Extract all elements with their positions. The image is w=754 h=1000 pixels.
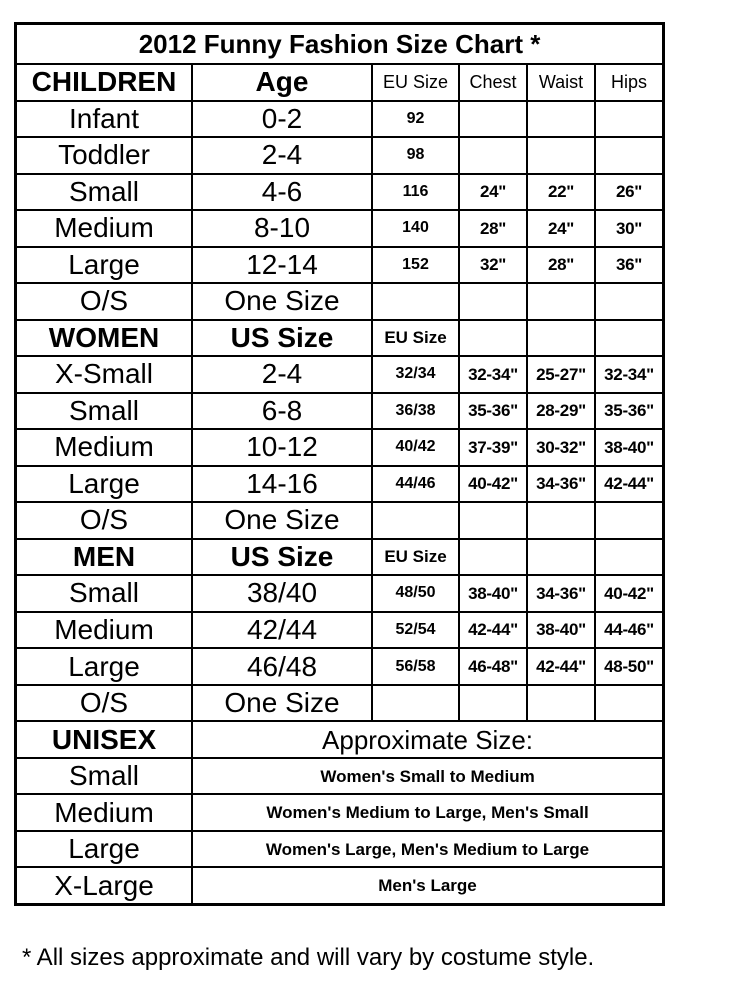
waist-measure [527,137,595,174]
hips-measure: 35-36" [595,393,662,430]
waist-measure: 38-40" [527,612,595,649]
waist-measure [527,101,595,138]
size-table [17,25,662,903]
children-row [17,247,662,284]
hips-measure: 48-50" [595,648,662,685]
men-heading: MEN [17,539,192,576]
size-name: Large [17,648,192,685]
eu-size: 152 [372,247,459,284]
waist-measure [527,283,595,320]
size-name: O/S [17,283,192,320]
empty-cell [527,320,595,357]
hips-measure: 44-46" [595,612,662,649]
eu-size: 52/54 [372,612,459,649]
men-header-row [17,539,662,576]
size-chart [14,22,665,906]
us-size: 38/40 [192,575,372,612]
women-row [17,429,662,466]
chest-measure [459,137,527,174]
waist-measure: 25-27" [527,356,595,393]
size-name: Small [17,393,192,430]
eu-size: 140 [372,210,459,247]
men-row [17,648,662,685]
us-size: 2-4 [192,356,372,393]
women-row [17,356,662,393]
hips-measure [595,137,662,174]
chest-measure: 42-44" [459,612,527,649]
eu-size: 40/42 [372,429,459,466]
size-name: Medium [17,429,192,466]
hips-measure [595,101,662,138]
size-name: Large [17,831,192,868]
waist-measure: 34-36" [527,466,595,503]
waist-measure: 28" [527,247,595,284]
size-name: Toddler [17,137,192,174]
unisex-row [17,794,662,831]
children-row [17,210,662,247]
children-header-row [17,64,662,101]
size-equivalent: Women's Large, Men's Medium to Large [192,831,662,868]
size-name: Large [17,247,192,284]
empty-cell [459,320,527,357]
chart-title: 2012 Funny Fashion Size Chart * [17,25,662,64]
size-name: Large [17,466,192,503]
women-heading: WOMEN [17,320,192,357]
eu-size: 56/58 [372,648,459,685]
size-equivalent: Men's Large [192,867,662,903]
women-eu-header: EU Size [372,320,459,357]
size-name: X-Large [17,867,192,903]
age-range: 2-4 [192,137,372,174]
men-us-size-header: US Size [192,539,372,576]
us-size: 10-12 [192,429,372,466]
empty-cell [527,539,595,576]
men-eu-header: EU Size [372,539,459,576]
size-name: X-Small [17,356,192,393]
hips-measure: 30" [595,210,662,247]
eu-size [372,685,459,722]
chest-measure [459,283,527,320]
men-row [17,575,662,612]
approximate-size-header: Approximate Size: [192,721,662,758]
chest-measure: 24" [459,174,527,211]
footnote: * All sizes approximate and will vary by costume style. [22,944,595,971]
hips-measure: 36" [595,247,662,284]
eu-size: 44/46 [372,466,459,503]
waist-measure: 30-32" [527,429,595,466]
size-name: Medium [17,210,192,247]
us-size: One Size [192,502,372,539]
children-row [17,283,662,320]
eu-size: 92 [372,101,459,138]
children-row [17,137,662,174]
chest-measure: 32-34" [459,356,527,393]
children-row [17,174,662,211]
us-size: 46/48 [192,648,372,685]
age-range: 8-10 [192,210,372,247]
unisex-row [17,831,662,868]
hips-measure: 32-34" [595,356,662,393]
eu-size: 36/38 [372,393,459,430]
eu-size: 48/50 [372,575,459,612]
eu-size: 98 [372,137,459,174]
hips-measure: 26" [595,174,662,211]
eu-size: 116 [372,174,459,211]
age-range: One Size [192,283,372,320]
size-name: O/S [17,502,192,539]
waist-measure: 42-44" [527,648,595,685]
us-size: 42/44 [192,612,372,649]
hips-measure: 40-42" [595,575,662,612]
children-eu-header: EU Size [372,64,459,101]
women-header-row [17,320,662,357]
us-size: 14-16 [192,466,372,503]
empty-cell [595,320,662,357]
size-equivalent: Women's Small to Medium [192,758,662,795]
chest-measure: 28" [459,210,527,247]
hips-measure [595,502,662,539]
size-name: Small [17,575,192,612]
size-equivalent: Women's Medium to Large, Men's Small [192,794,662,831]
men-row [17,685,662,722]
waist-measure [527,502,595,539]
unisex-row [17,758,662,795]
chest-measure: 37-39" [459,429,527,466]
chest-measure: 40-42" [459,466,527,503]
unisex-row [17,867,662,903]
eu-size [372,283,459,320]
chest-measure: 32" [459,247,527,284]
size-name: Medium [17,612,192,649]
men-row [17,612,662,649]
waist-measure: 34-36" [527,575,595,612]
size-name: Medium [17,794,192,831]
empty-cell [595,539,662,576]
chest-measure: 38-40" [459,575,527,612]
size-name: Infant [17,101,192,138]
age-range: 0-2 [192,101,372,138]
waist-measure: 22" [527,174,595,211]
hips-measure: 38-40" [595,429,662,466]
women-row [17,393,662,430]
us-size: One Size [192,685,372,722]
waist-measure [527,685,595,722]
eu-size [372,502,459,539]
unisex-heading: UNISEX [17,721,192,758]
children-hips-header: Hips [595,64,662,101]
hips-measure [595,283,662,320]
size-name: O/S [17,685,192,722]
children-chest-header: Chest [459,64,527,101]
waist-measure: 28-29" [527,393,595,430]
chest-measure: 35-36" [459,393,527,430]
children-age-header: Age [192,64,372,101]
chest-measure: 46-48" [459,648,527,685]
children-heading: CHILDREN [17,64,192,101]
chest-measure [459,685,527,722]
eu-size: 32/34 [372,356,459,393]
chest-measure [459,502,527,539]
age-range: 12-14 [192,247,372,284]
size-name: Small [17,758,192,795]
children-row [17,101,662,138]
children-waist-header: Waist [527,64,595,101]
hips-measure [595,685,662,722]
women-us-size-header: US Size [192,320,372,357]
hips-measure: 42-44" [595,466,662,503]
women-row [17,466,662,503]
us-size: 6-8 [192,393,372,430]
waist-measure: 24" [527,210,595,247]
chest-measure [459,101,527,138]
unisex-header-row [17,721,662,758]
age-range: 4-6 [192,174,372,211]
size-name: Small [17,174,192,211]
empty-cell [459,539,527,576]
women-row [17,502,662,539]
